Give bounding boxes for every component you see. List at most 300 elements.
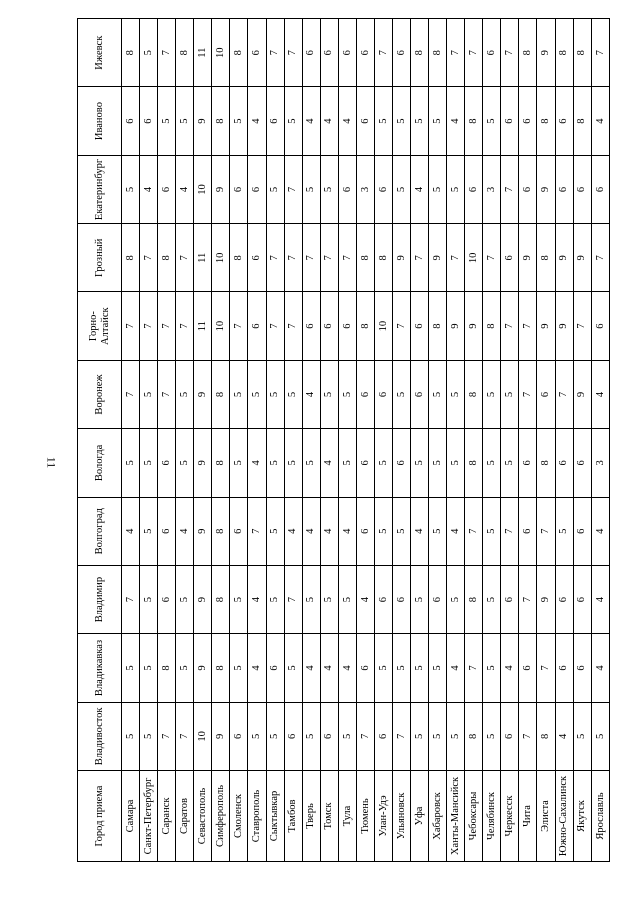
table-cell: 9	[573, 224, 591, 292]
table-cell: 5	[501, 360, 519, 428]
table-cell: 6	[465, 155, 483, 223]
table-cell: 5	[591, 702, 609, 770]
table-row	[266, 19, 284, 862]
table-cell: 5	[140, 360, 158, 428]
table-cell: 6	[266, 634, 284, 702]
table-cell: 5	[429, 429, 447, 497]
table-cell: 6	[320, 702, 338, 770]
table-cell: 10	[465, 224, 483, 292]
table-cell: 5	[302, 155, 320, 223]
column-header: Екатеринбург	[78, 155, 122, 223]
table-cell: 5	[140, 429, 158, 497]
row-header: Тамбов	[284, 771, 302, 862]
table-cell: 5	[140, 634, 158, 702]
table-row	[158, 19, 176, 862]
table-cell: 5	[483, 360, 501, 428]
table-cell: 7	[176, 224, 194, 292]
table-cell: 6	[573, 155, 591, 223]
table-cell: 6	[519, 497, 537, 565]
table-cell: 5	[429, 155, 447, 223]
table-cell: 5	[230, 360, 248, 428]
table-cell: 7	[302, 224, 320, 292]
table-row	[519, 19, 537, 862]
distance-table	[77, 18, 610, 862]
table-cell: 6	[248, 19, 266, 87]
table-cell: 7	[284, 292, 302, 360]
table-cell: 7	[266, 224, 284, 292]
table-cell: 6	[374, 155, 392, 223]
table-cell: 6	[248, 292, 266, 360]
table-cell: 8	[374, 224, 392, 292]
table-cell: 6	[519, 429, 537, 497]
table-cell: 6	[356, 360, 374, 428]
table-cell: 7	[356, 702, 374, 770]
table-cell: 8	[122, 224, 140, 292]
table-cell: 9	[465, 292, 483, 360]
table-cell: 5	[429, 87, 447, 155]
row-header: Смоленск	[230, 771, 248, 862]
row-header: Чебоксары	[465, 771, 483, 862]
table-row	[212, 19, 230, 862]
table-cell: 5	[302, 702, 320, 770]
row-header: Уфа	[411, 771, 429, 862]
table-cell: 6	[356, 19, 374, 87]
table-cell: 6	[591, 292, 609, 360]
table-cell: 6	[338, 292, 356, 360]
table-row	[537, 19, 555, 862]
table-cell: 8	[465, 360, 483, 428]
table-cell: 6	[320, 19, 338, 87]
table-cell: 4	[591, 87, 609, 155]
table-cell: 6	[392, 19, 410, 87]
table-cell: 5	[573, 702, 591, 770]
table-cell: 7	[501, 19, 519, 87]
table-cell: 6	[411, 292, 429, 360]
table-cell: 5	[411, 87, 429, 155]
table-cell: 11	[194, 292, 212, 360]
table-cell: 5	[230, 87, 248, 155]
table-cell: 5	[284, 634, 302, 702]
table-cell: 7	[537, 497, 555, 565]
table-cell: 8	[465, 87, 483, 155]
table-cell: 9	[392, 224, 410, 292]
table-cell: 5	[248, 360, 266, 428]
column-header: Вологда	[78, 429, 122, 497]
table-cell: 5	[447, 565, 465, 633]
table-cell: 7	[591, 19, 609, 87]
table-cell: 5	[176, 565, 194, 633]
table-cell: 6	[158, 429, 176, 497]
table-cell: 8	[537, 429, 555, 497]
table-cell: 8	[465, 429, 483, 497]
table-cell: 7	[465, 497, 483, 565]
table-cell: 8	[465, 702, 483, 770]
table-cell: 8	[555, 19, 573, 87]
table-cell: 5	[122, 634, 140, 702]
table-cell: 6	[338, 19, 356, 87]
table-cell: 6	[158, 155, 176, 223]
table-cell: 10	[212, 224, 230, 292]
table-cell: 5	[122, 155, 140, 223]
table-cell: 4	[591, 634, 609, 702]
table-container	[77, 18, 610, 862]
table-cell: 4	[555, 702, 573, 770]
table-cell: 6	[519, 155, 537, 223]
table-row	[338, 19, 356, 862]
table-row	[176, 19, 194, 862]
table-cell: 6	[266, 87, 284, 155]
table-cell: 6	[501, 87, 519, 155]
table-cell: 6	[555, 634, 573, 702]
table-cell: 6	[230, 702, 248, 770]
table-cell: 8	[230, 224, 248, 292]
table-cell: 7	[411, 224, 429, 292]
row-header: Севастополь	[194, 771, 212, 862]
table-cell: 5	[374, 634, 392, 702]
table-cell: 7	[374, 19, 392, 87]
table-cell: 4	[338, 87, 356, 155]
table-cell: 5	[284, 429, 302, 497]
row-header: Томск	[320, 771, 338, 862]
table-cell: 5	[374, 497, 392, 565]
table-cell: 8	[158, 224, 176, 292]
table-cell: 9	[555, 224, 573, 292]
table-cell: 4	[140, 155, 158, 223]
table-cell: 5	[284, 360, 302, 428]
table-cell: 4	[302, 634, 320, 702]
table-cell: 5	[392, 155, 410, 223]
table-cell: 6	[573, 429, 591, 497]
table-row	[429, 19, 447, 862]
table-cell: 5	[429, 634, 447, 702]
table-cell: 9	[194, 634, 212, 702]
table-row	[483, 19, 501, 862]
table-cell: 6	[374, 360, 392, 428]
table-row	[411, 19, 429, 862]
row-header: Челябинск	[483, 771, 501, 862]
table-row	[573, 19, 591, 862]
table-cell: 7	[158, 360, 176, 428]
table-cell: 6	[483, 19, 501, 87]
table-cell: 7	[392, 292, 410, 360]
table-cell: 5	[338, 429, 356, 497]
row-header: Ярославль	[591, 771, 609, 862]
table-cell: 8	[356, 292, 374, 360]
table-cell: 6	[356, 634, 374, 702]
table-cell: 6	[555, 429, 573, 497]
table-cell: 6	[573, 634, 591, 702]
table-cell: 11	[194, 19, 212, 87]
table-cell: 6	[501, 224, 519, 292]
table-cell: 6	[356, 87, 374, 155]
table-row	[140, 19, 158, 862]
table-cell: 4	[591, 360, 609, 428]
column-header: Волгоград	[78, 497, 122, 565]
table-cell: 5	[158, 87, 176, 155]
table-cell: 5	[140, 702, 158, 770]
table-row	[591, 19, 609, 862]
table-cell: 7	[158, 292, 176, 360]
table-cell: 7	[338, 224, 356, 292]
table-cell: 5	[374, 429, 392, 497]
table-cell: 10	[374, 292, 392, 360]
table-cell: 8	[158, 634, 176, 702]
table-cell: 8	[212, 565, 230, 633]
table-cell: 7	[519, 702, 537, 770]
table-cell: 8	[212, 634, 230, 702]
table-row	[356, 19, 374, 862]
table-cell: 8	[212, 360, 230, 428]
table-cell: 7	[284, 155, 302, 223]
table-cell: 8	[212, 497, 230, 565]
table-cell: 5	[140, 497, 158, 565]
table-cell: 4	[122, 497, 140, 565]
table-cell: 8	[122, 19, 140, 87]
table-cell: 5	[122, 702, 140, 770]
table-row	[248, 19, 266, 862]
table-cell: 5	[447, 360, 465, 428]
table-cell: 7	[591, 224, 609, 292]
table-cell: 5	[176, 429, 194, 497]
row-header: Тюмень	[356, 771, 374, 862]
table-cell: 5	[266, 497, 284, 565]
table-cell: 7	[573, 292, 591, 360]
table-cell: 7	[519, 565, 537, 633]
table-cell: 6	[320, 292, 338, 360]
table-cell: 5	[176, 634, 194, 702]
table-cell: 6	[356, 497, 374, 565]
page-number: 11	[44, 456, 59, 469]
table-cell: 4	[411, 497, 429, 565]
table-cell: 5	[266, 565, 284, 633]
table-cell: 6	[429, 565, 447, 633]
table-cell: 6	[573, 565, 591, 633]
table-row	[555, 19, 573, 862]
table-cell: 10	[212, 19, 230, 87]
table-cell: 6	[392, 565, 410, 633]
table-cell: 4	[447, 87, 465, 155]
table-cell: 7	[320, 224, 338, 292]
table-cell: 9	[537, 565, 555, 633]
table-cell: 6	[158, 497, 176, 565]
table-cell: 8	[573, 19, 591, 87]
table-cell: 7	[465, 634, 483, 702]
table-cell: 5	[429, 360, 447, 428]
table-row	[465, 19, 483, 862]
table-cell: 5	[320, 565, 338, 633]
table-cell: 4	[320, 634, 338, 702]
table-cell: 6	[537, 360, 555, 428]
table-cell: 8	[429, 292, 447, 360]
column-header: Горно-Алтайск	[78, 292, 122, 360]
table-cell: 7	[266, 19, 284, 87]
table-cell: 7	[483, 224, 501, 292]
table-cell: 7	[122, 360, 140, 428]
table-cell: 10	[212, 292, 230, 360]
table-cell: 7	[176, 702, 194, 770]
table-cell: 6	[411, 360, 429, 428]
column-header: Воронеж	[78, 360, 122, 428]
table-cell: 6	[555, 155, 573, 223]
table-cell: 9	[429, 224, 447, 292]
table-cell: 8	[537, 224, 555, 292]
table-cell: 4	[176, 155, 194, 223]
table-row	[122, 19, 140, 862]
table-cell: 5	[140, 19, 158, 87]
table-cell: 7	[140, 224, 158, 292]
table-cell: 4	[248, 565, 266, 633]
row-header: Тула	[338, 771, 356, 862]
table-cell: 9	[194, 565, 212, 633]
table-cell: 8	[537, 87, 555, 155]
table-cell: 7	[447, 19, 465, 87]
table-cell: 7	[537, 634, 555, 702]
table-cell: 4	[302, 497, 320, 565]
table-cell: 4	[338, 634, 356, 702]
table-cell: 5	[392, 360, 410, 428]
table-cell: 5	[483, 87, 501, 155]
row-header: Ставрополь	[248, 771, 266, 862]
table-cell: 5	[447, 702, 465, 770]
table-cell: 7	[284, 224, 302, 292]
table-row	[501, 19, 519, 862]
table-cell: 6	[338, 155, 356, 223]
table-cell: 4	[591, 565, 609, 633]
corner-header: Город приема	[78, 771, 122, 862]
table-cell: 8	[176, 19, 194, 87]
table-cell: 6	[248, 224, 266, 292]
table-cell: 4	[338, 497, 356, 565]
table-cell: 4	[248, 87, 266, 155]
table-row	[392, 19, 410, 862]
table-cell: 7	[158, 702, 176, 770]
table-cell: 5	[392, 87, 410, 155]
table-row	[230, 19, 248, 862]
table-cell: 6	[356, 429, 374, 497]
table-cell: 9	[519, 224, 537, 292]
table-cell: 5	[429, 497, 447, 565]
table-cell: 8	[483, 292, 501, 360]
table-cell: 5	[411, 429, 429, 497]
table-cell: 5	[411, 565, 429, 633]
table-cell: 6	[501, 702, 519, 770]
table-cell: 9	[537, 155, 555, 223]
table-cell: 5	[284, 87, 302, 155]
table-cell: 5	[230, 565, 248, 633]
table-cell: 6	[140, 87, 158, 155]
row-header: Черкесск	[501, 771, 519, 862]
row-header: Южно-Сахалинск	[555, 771, 573, 862]
table-cell: 4	[501, 634, 519, 702]
row-header: Самара	[122, 771, 140, 862]
table-cell: 7	[248, 497, 266, 565]
table-cell: 9	[447, 292, 465, 360]
table-cell: 5	[320, 155, 338, 223]
table-cell: 5	[501, 429, 519, 497]
table-cell: 6	[374, 565, 392, 633]
table-cell: 7	[501, 292, 519, 360]
table-cell: 5	[338, 565, 356, 633]
table-cell: 4	[302, 360, 320, 428]
table-cell: 8	[356, 224, 374, 292]
table-cell: 4	[302, 87, 320, 155]
row-header: Тверь	[302, 771, 320, 862]
table-cell: 6	[284, 702, 302, 770]
table-cell: 4	[248, 429, 266, 497]
table-cell: 6	[519, 87, 537, 155]
table-cell: 7	[140, 292, 158, 360]
table-cell: 8	[429, 19, 447, 87]
table-cell: 4	[284, 497, 302, 565]
table-cell: 8	[212, 429, 230, 497]
table-cell: 5	[266, 155, 284, 223]
table-cell: 6	[230, 497, 248, 565]
table-cell: 5	[483, 702, 501, 770]
table-cell: 5	[483, 497, 501, 565]
table-cell: 11	[194, 224, 212, 292]
table-cell: 6	[302, 292, 320, 360]
row-header: Ульяновск	[392, 771, 410, 862]
table-header-row	[78, 19, 122, 862]
row-header: Элиста	[537, 771, 555, 862]
table-cell: 8	[573, 87, 591, 155]
table-cell: 7	[266, 292, 284, 360]
table-cell: 6	[230, 155, 248, 223]
table-cell: 5	[483, 634, 501, 702]
table-cell: 9	[537, 19, 555, 87]
table-cell: 4	[356, 565, 374, 633]
table-cell: 4	[447, 634, 465, 702]
table-cell: 5	[338, 702, 356, 770]
row-header: Саратов	[176, 771, 194, 862]
table-cell: 5	[230, 634, 248, 702]
table-cell: 5	[483, 429, 501, 497]
table-cell: 7	[176, 292, 194, 360]
table-cell: 3	[356, 155, 374, 223]
table-cell: 5	[411, 702, 429, 770]
table-cell: 5	[392, 497, 410, 565]
table-cell: 4	[447, 497, 465, 565]
table-cell: 8	[537, 702, 555, 770]
table-row	[284, 19, 302, 862]
row-header: Улан-Удэ	[374, 771, 392, 862]
table-cell: 5	[266, 702, 284, 770]
table-cell: 3	[591, 429, 609, 497]
table-cell: 4	[248, 634, 266, 702]
table-cell: 6	[555, 87, 573, 155]
table-cell: 5	[266, 360, 284, 428]
table-row	[320, 19, 338, 862]
table-cell: 5	[230, 429, 248, 497]
column-header: Иваново	[78, 87, 122, 155]
table-cell: 5	[140, 565, 158, 633]
table-cell: 5	[266, 429, 284, 497]
table-cell: 5	[374, 87, 392, 155]
table-cell: 7	[555, 360, 573, 428]
table-row	[447, 19, 465, 862]
table-cell: 6	[555, 565, 573, 633]
table-cell: 7	[519, 360, 537, 428]
table-cell: 4	[320, 429, 338, 497]
table-cell: 5	[555, 497, 573, 565]
table-cell: 4	[320, 497, 338, 565]
table-cell: 5	[122, 429, 140, 497]
table-cell: 9	[194, 429, 212, 497]
table-cell: 6	[501, 565, 519, 633]
row-header: Хабаровск	[429, 771, 447, 862]
table-cell: 7	[465, 19, 483, 87]
table-cell: 5	[176, 87, 194, 155]
